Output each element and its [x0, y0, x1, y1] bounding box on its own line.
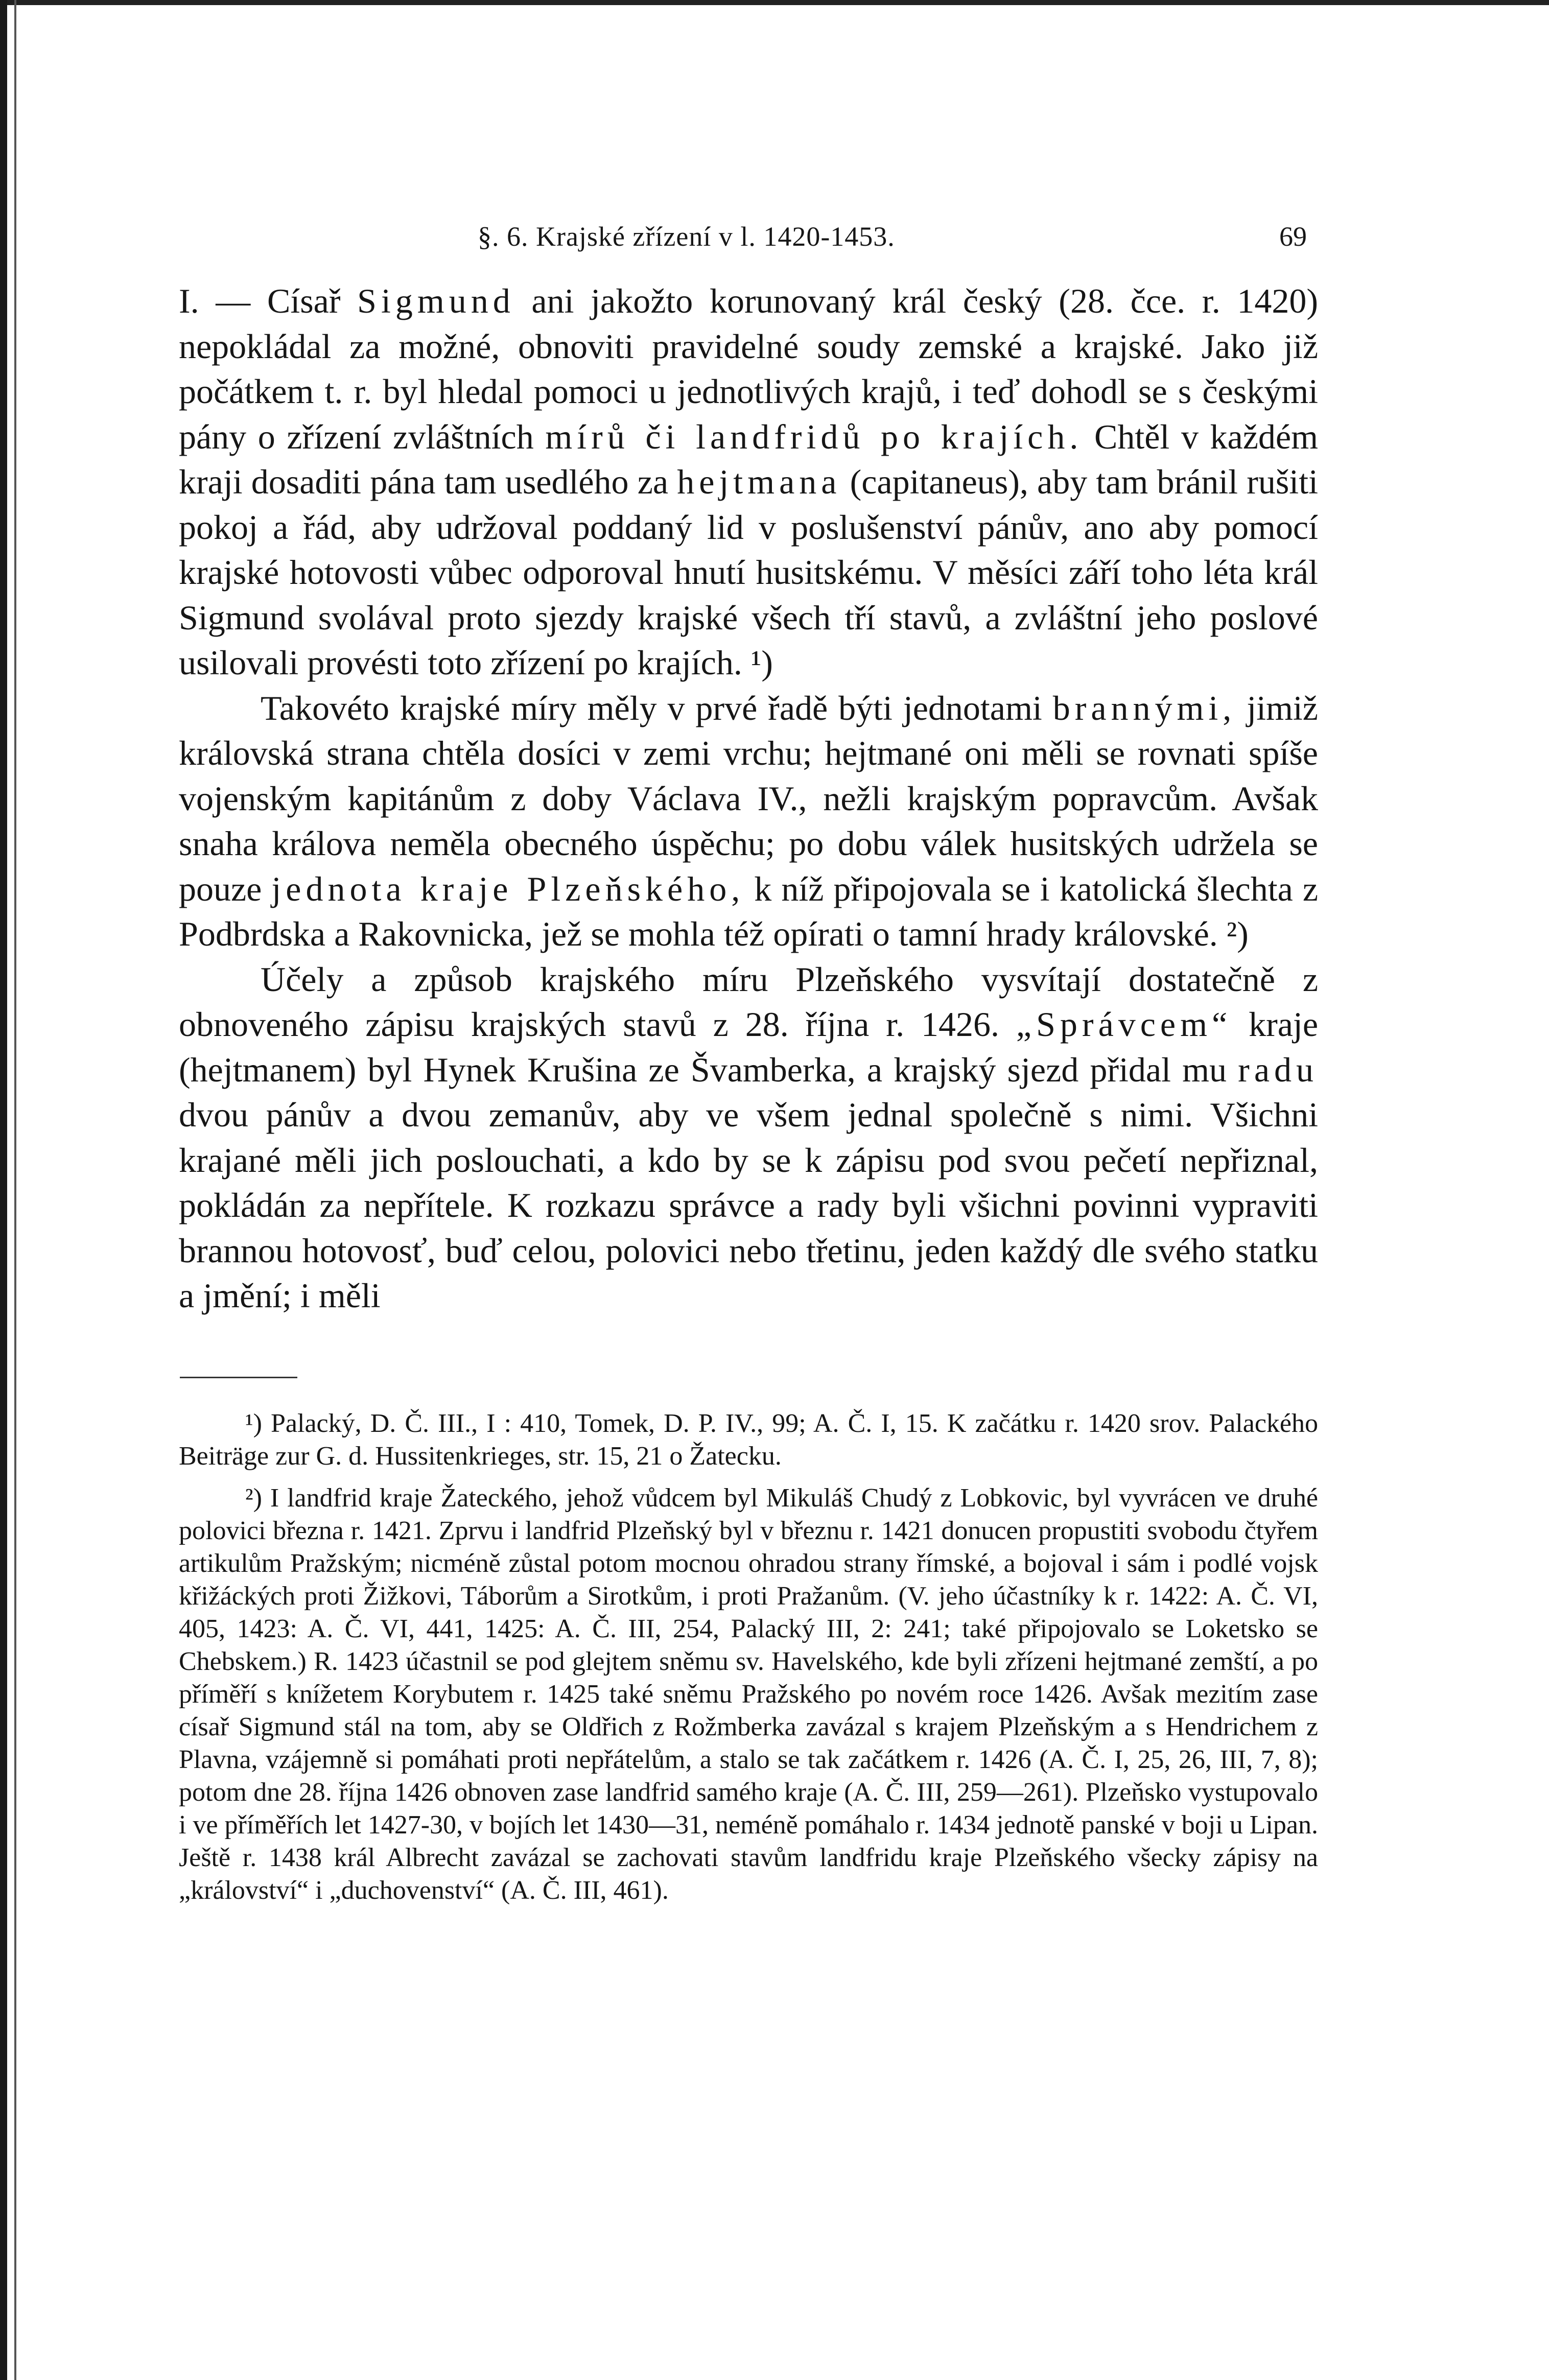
paragraph-1-text-b: Chtěl v každém kraji dosaditi pána tam usedlého za [179, 417, 1318, 501]
paragraph-3 [179, 957, 1318, 1318]
scan-edge-top [0, 0, 1549, 5]
paragraph-1-text-a: ani jakožto korunovaný král český (28. čce. r. 1420) nepokládal za možné, obnoviti pravidelné soudy zemské a krajské. Jako již počátkem t. r. byl hledal pomoci u jednotlivých krajů, i teď dohodl se s českými pány o zřízení zvláštních [179, 281, 1318, 456]
page-number: 69 [1279, 221, 1307, 252]
paragraph-1 [179, 278, 1318, 686]
emphasis-radu: radu [1238, 1050, 1318, 1089]
emphasis-sigmund: Sigmund [357, 281, 515, 320]
emphasis-jednota-plzenska: jednota kraje Plzeňského, [271, 869, 745, 908]
paragraph-3-text-c: dvou pánův a dvou zemanův, aby ve všem jednal společně s nimi. Všichni krajané měli jich poslouchati, a kdo by se k zápisu pod svou pečetí nepřiznal, pokládán za nepřítele. K rozkazu správce a rady byli všichni povinni vypraviti brannou hotovosť, buď celou, polovici nebo třetinu, jeden každý dle svého statku a jmění; i měli [179, 1095, 1318, 1315]
footnote-1: ¹) Palacký, D. Č. III., I : 410, Tomek, D. P. IV., 99; A. Č. I, 15. K začátku r. 1420 srov. Palackého Beiträge zur G. d. Hussitenkrieges, str. 15, 21 o Žatecku. [179, 1409, 1318, 1471]
emphasis-brannymi: brannými, [1052, 688, 1236, 727]
paragraph-3-text-b: kraje (hejtmanem) byl Hynek Krušina ze Švamberka, a krajský sjezd přidal mu [179, 1005, 1319, 1089]
emphasis-spravcem: „Správcem“ [1016, 1005, 1232, 1044]
paragraph-2-text-c: k níž připojovala se i katolická šlechta z Podbrdska a Rakovnicka, jež se mohla též opírati o tamní hrady královské. ²) [179, 869, 1318, 953]
running-head: §. 6. Krajské zřízení v l. 1420-1453. [478, 221, 895, 252]
paragraph-3-text-a: Účely a způsob krajského míru Plzeňského vysvítají dostatečně z obnoveného zápisu krajských stavů z 28. října r. 1426. [179, 959, 1318, 1044]
main-text [179, 278, 1318, 1318]
emphasis-hejtmana: hejtmana [677, 462, 841, 501]
scan-edge-left-line [14, 0, 16, 2380]
scan-edge-left [0, 0, 7, 2380]
footnote-2: ²) I landfrid kraje Žateckého, jehož vůdcem byl Mikuláš Chudý z Lobkovic, byl vyvrácen ve druhé polovici března r. 1421. Zprvu i landfrid Plzeňský byl v březnu r. 1421 donucen propustiti svobodu čtyřem artikulům Pražským; nicméně zůstal potom mocnou ohradou strany římské, a bojoval i sám i podlé vojsk křižáckých proti Žižkovi, Táborům a Sirotkům, i proti Pražanům. (V. jeho účastníky k r. 1422: A. Č. VI, 405, 1423: A. Č. VI, 441, 1425: A. Č. III, 254, Palacký III, 2: 241; také připojovalo se Loketsko se Chebskem.) R. 1423 účastnil se pod glejtem sněmu sv. Havelského, kde byli zřízeni hejtmané zemští, a po příměří s knížetem Korybutem r. 1425 také sněmu Pražského po novém roce 1426. Avšak mezitím zase císař Sigmund stál na tom, aby se Oldřich z Rožmberka zavázal s krajem Plzeňským a s Hendrichem z Plavna, vzájemně si pomáhati proti nepřátelům, a stalo se tak začátkem r. 1426 (A. Č. I, 25, 26, III, 7, 8); potom dne 28. října 1426 obnoven zase landfrid samého kraje (A. Č. III, 259—261). Plzeňsko vystupovalo i ve příměřích let 1427-30, v bojích let 1430—31, neméně pomáhalo r. 1434 jednotě panské v boji u Lipan. Ještě r. 1438 král Albrecht zavázal se zachovati stavům landfridu kraje Plzeňského všecky zápisy na „království“ i „duchovenství“ (A. Č. III, 461). [179, 1483, 1318, 1905]
emphasis-landfridy: mírů či landfridů po krajích. [545, 417, 1083, 456]
footnote-divider [180, 1377, 297, 1378]
paragraph-1-head: I. — Císař [179, 281, 358, 320]
paragraph-1-text-c: (capitaneus), aby tam bránil rušiti pokoj a řád, aby udržoval poddaný lid v poslušenství pánův, ano aby pomocí krajské hotovosti vůbec odporoval hnutí husitskému. V měsíci září toho léta král Sigmund svolával proto sjezdy krajské všech tří stavů, a zvláštní jeho poslové usilovali provésti toto zřízení po krajích. ¹) [179, 462, 1318, 682]
paragraph-2-text-b: jimiž královská strana chtěla dosíci v zemi vrchu; hejtmané oni měli se rovnati spíše vojenským kapitánům z doby Václava IV., nežli krajským popravcům. Avšak snaha králova neměla obecného úspěchu; po dobu válek husitských udržela se pouze [179, 688, 1318, 908]
paragraph-2 [179, 686, 1318, 957]
paragraph-2-text-a: Takovéto krajské míry měly v prvé řadě býti jednotami [261, 688, 1053, 727]
footnotes [179, 1407, 1318, 1907]
